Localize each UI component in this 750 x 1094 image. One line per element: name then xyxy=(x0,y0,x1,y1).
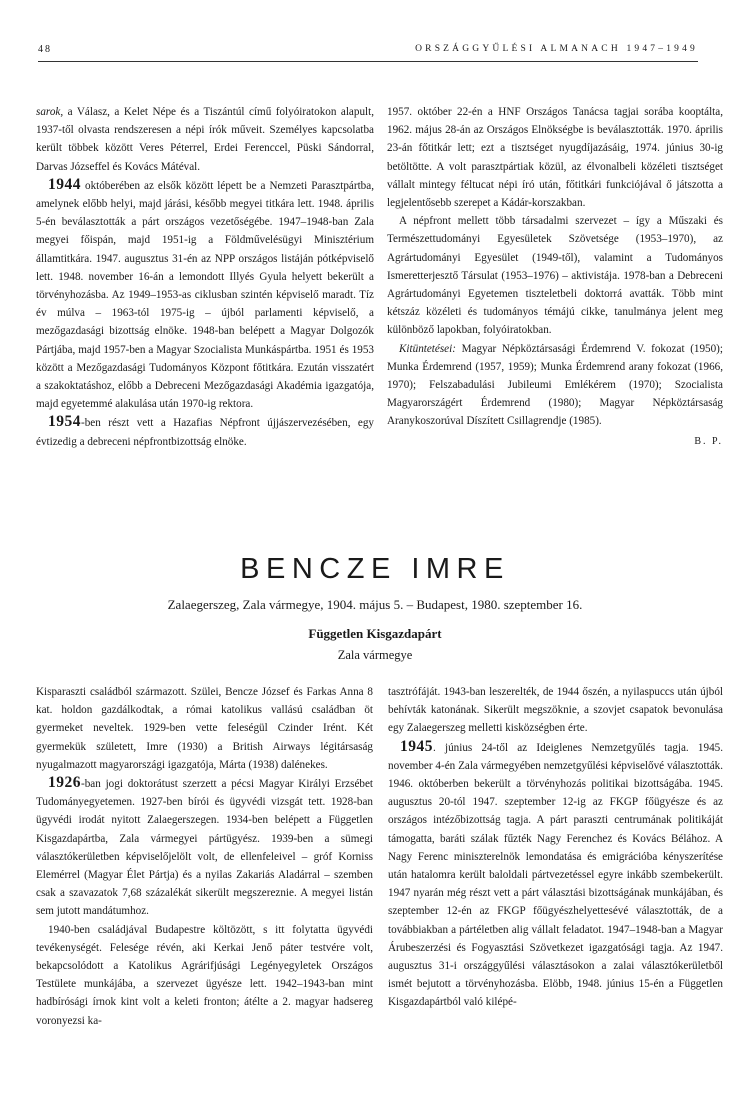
paragraph-text: . június 24-től az Ideiglenes Nemzetgyűlés tagja. 1945. november 4-én Zala vármegyében nemzetgyűlési képviselővé választották. 1946. októberben bekerült a törvényhozás politikai bizottságába. 1945. augusztus 20-tól 1947. szeptember 12-ig az FKGP főügyésze és az országos intézőbizottság tagja. A párt paraszti centrumának politikáját támogatta, baráti szálak fűzték Nagy Ferenchez és Kovács Bélához. A Nagy Ferenc miniszterelnök lemondatása és emigrációba kényszerítése után hatalomra került baloldali pártvezetéssel egyre inkább szembekerült. 1947 nyarán még részt vett a párt választási bizottságának munkájában, és szeptember 12-én az FKGP főügyészhelyettesévé választották, de a továbbiakban a pártéletben alig vállalt feladatot. 1947–1948-ban a Magyar Árubeszerzési és Fogyasztási Szövetkezet igazgatósági tagja. Az 1947. augusztus 31-i országgyűlési választásokon a zalai választókerületből ismét bejutott a törvényhozásba. Elöbb, 1948. június 15-én a Független Kisgazdapártból való kilépé- xyxy=(388,741,723,1009)
paragraph: 1940-ben családjával Budapestre költözött, s itt folytatta ügyvédi tevékenységét. Felesége révén, aki Kerkai Jenő páter testvére volt, bekapcsolódott a Katolikus Agrárifjúsági Legényegyletek Országos Testülete munkájába, a szervezet ügyésze lett. 1942–1943-ban mint hadbírósági írnok kint volt a keleti fronton; átélte a 2. magyar hadsereg voronyezsi ka- xyxy=(36,923,373,1027)
entry-party: Független Kisgazdapárt xyxy=(308,626,442,641)
previous-entry-column-2 xyxy=(387,103,723,451)
paragraph-text: októberében az elsők között lépett be a Nemzeti Parasztpártba, amelynek előbb helyi, majd járási, később megyei titkára lett. 1948. április 5-én beválasztották a párt országos vezetőségébe. 1947–1948-ban Zala megyei főispán, majd 1951-ig a Földművelésügyi Minisztérium államtitkára. 1947. augusztus 31-én az NPP országos listáján pótképviselő lett. 1948. november 16-án a lemondott Illyés Gyula helyett bekerült a törvényhozásba. Az 1949–1953-as ciklusban szintén képviselő maradt. Tíz év múlva – 1963-tól 1975-ig – újból parlamenti képviselő, a mezőgazdasági bizottság elnöke. 1948-ban belépett a Magyar Dolgozók Pártjába, majd 1957-ben a Magyar Szocialista Munkáspártba. 1951 és 1953 között a Mezőgazdasági Tudományos Központ főtitkára. Ezután visszatért a szakoktatáshoz, előbb a Debreceni Mezőgazdasági Akadémia igazgatója, majd egyetemmé alakulása után 1970-ig rektora. xyxy=(36,179,374,411)
paragraph xyxy=(36,413,374,450)
paragraph xyxy=(388,738,723,1012)
paragraph xyxy=(387,340,723,431)
year-marker: 1926 xyxy=(48,774,81,792)
previous-entry-column-1 xyxy=(36,103,374,451)
paragraph: tasztrófáját. 1943-ban leszerelték, de 1944 őszén, a nyilaspuccs után újból behívták katonának. Sikerült megszöknie, a szovjet csapatok bevonulása egy Zalaegerszeg melletti kisközségben érte. xyxy=(388,686,723,735)
header-rule xyxy=(38,61,698,62)
paragraph: 1957. október 22-én a HNF Országos Tanácsa tagjai sorába kooptálta, 1962. május 28-án az Országos Elnökségbe is beválasztották. 1970. április 23-án főtitkár lett; ezt a tisztséget nyugdíjazásáig, 1974. június 30-ig betöltötte. A volt parasztpártiak közül, az élvonalbeli közéleti tisztséget vállalt mintegy féltucat népi író után, főtitkári funkciójával ő játszotta a legjelentősebb szerepet a Kádár-korszakban. xyxy=(387,106,723,210)
paragraph: A népfront mellett több társadalmi szervezet – így a Műszaki és Természettudományi Egyesületek Szövetsége (1953–1970), az Agrártudományi Egyesület (1949-től), valamint a Tudományos Ismeretterjesztő Társulat (1953–1976) – aktivistája. 1978-ban a Debreceni Agrártudományi Egyetemen tiszteletbeli doktorrá avatták. Több mint kétszáz közéleti és tudományos témájú cikke, tanulmánya jelent meg különböző lapokban, folyóiratokban. xyxy=(387,215,723,337)
paragraph-text: a Válasz, a Kelet Népe és a Tiszántúl című folyóiratokon alapult, 1937-től olvasta rendszeresen a népi írók műveit. Személyes kapcsolatba került többek között Veres Péterrel, Erdei Ferenccel, Püski Sándorral, Darvas Józseffel és Kovács Mátéval. xyxy=(36,106,374,173)
lead-word: sarok, xyxy=(36,106,64,118)
paragraph xyxy=(36,103,374,176)
year-marker: 1954 xyxy=(48,413,81,431)
entry-name: BENCZE IMRE xyxy=(240,553,510,585)
entry-column-1 xyxy=(36,683,373,1030)
entry-column-2 xyxy=(388,683,723,1012)
running-header: ORSZÁGGYŰLÉSI ALMANACH 1947–1949 xyxy=(415,44,698,54)
entry-county: Zala vármegye xyxy=(337,648,413,662)
paragraph-text: -ban jogi doktorátust szerzett a pécsi Magyar Királyi Erzsébet Tudományegyetemen. 1927-ben bírói és ügyvédi vizsgát tett. 1928-ban ügyvédi irodát nyitott Zalaegerszegen. 1934-ben belépett a Független Kisgazdapártba, Zala vármegyei pártügyész. 1939-ben a sümegi választókerületben képviselőjelölt volt, de ellenfeleivel – gróf Korniss Elemérrel (Magyar Élet Pártja) és a nyilas Zakariás Aladárral – szemben csak a szavazatok 7,68 százalékát sikerült megszereznie. A megyei listán sem jutott mandátumhoz. xyxy=(36,778,373,918)
year-marker: 1944 xyxy=(48,175,81,193)
awards-label: Kitüntetései: xyxy=(399,342,456,355)
paragraph-text: Magyar Népköztársasági Érdemrend V. fokozat (1950); Munka Érdemrend (1957, 1959); Munka Érdemrend arany fokozat (1966, 1970); Felszabadulási Jubileumi Emlékérem (1970); Szocialista Magyarországért Érdemrend (1980); Magyar Népköztársaság Aranykoszorúval Díszített Csillagrendje (1985). xyxy=(387,342,723,428)
paragraph xyxy=(36,774,373,921)
page-number: 48 xyxy=(38,44,52,55)
paragraph: Kisparaszti családból származott. Szülei, Bencze József és Farkas Anna 8 kat. holdon gazdálkodtak, a római katolikus vallású családban öt gyermeket neveltek. 1929-ben vette feleségül Czinder Irént. Két gyermekük született, Imre (1930) a British Airways légitársaság nyugalmazott magyarországi igazgatója, Márta (1938) dalénekes. xyxy=(36,686,373,771)
author-signature: B. P. xyxy=(694,435,723,447)
paragraph xyxy=(36,176,374,414)
paragraph-text: -ben részt vett a Hazafias Népfront újjászervezésében, egy évtizedig a debreceni népfrontbizottság elnöke. xyxy=(36,417,374,448)
year-marker: 1945 xyxy=(400,737,433,755)
entry-dates: Zalaegerszeg, Zala vármegye, 1904. május 5. – Budapest, 1980. szeptember 16. xyxy=(167,597,583,612)
